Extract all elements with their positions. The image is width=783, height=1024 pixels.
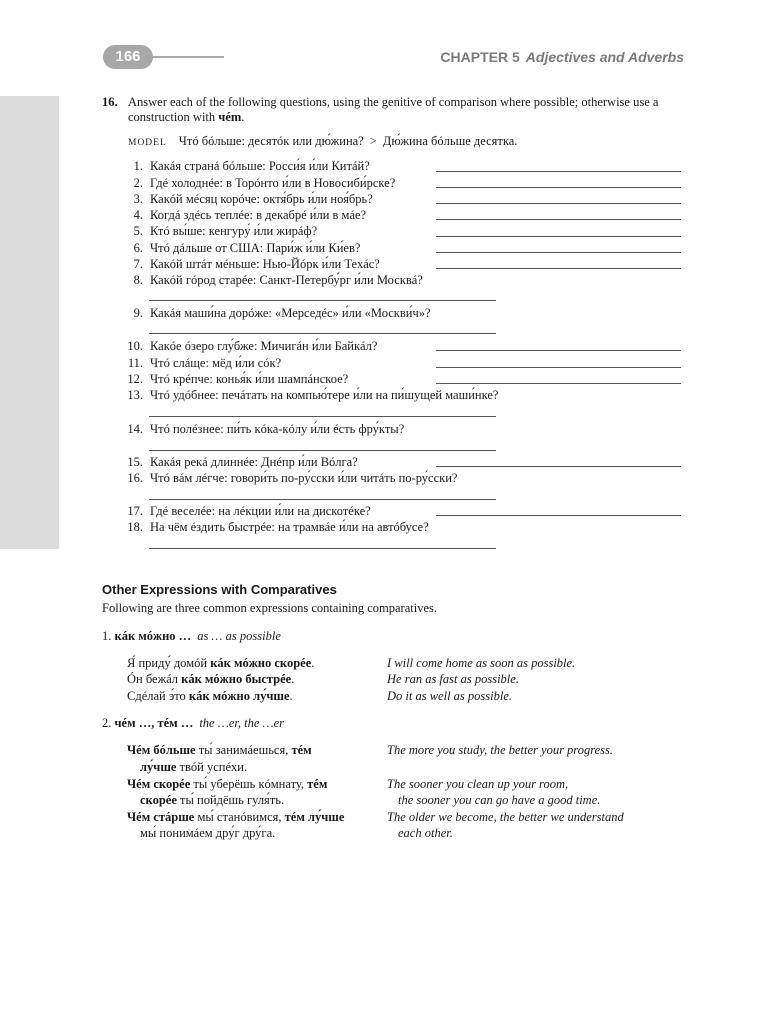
instruction-keyword: чém: [218, 110, 242, 124]
question-number: 8.: [133, 273, 143, 287]
expression-title: 1. кáк мóжно … as … as possible: [102, 629, 281, 643]
answer-line[interactable]: [149, 300, 496, 301]
question-number: 16.: [127, 471, 143, 485]
question-number: 1.: [133, 159, 143, 173]
question-text: Какáя маши́на дорóже: «Мерседéс» и́ли «Москви́ч»?: [150, 306, 431, 320]
section-heading: Other Expressions with Comparatives: [102, 582, 337, 597]
question-text: Чтó крéпче: конья́к и́ли шампáнское?: [150, 372, 349, 386]
english-translation: Do it as well as possible.: [387, 689, 513, 703]
answer-line[interactable]: [436, 219, 681, 220]
chapter-label: CHAPTER 5: [440, 49, 520, 65]
question-text: Какóй штáт мéньше: Нью-Йóрк и́ли Техáс?: [150, 257, 380, 271]
model-label: MODEL: [128, 138, 167, 148]
answer-line[interactable]: [149, 450, 496, 451]
english-translation: The sooner you clean up your room,: [387, 777, 569, 791]
page-number-badge: 166: [103, 45, 153, 69]
english-translation-cont: each other.: [398, 826, 453, 840]
answer-line[interactable]: [149, 416, 496, 417]
english-translation-cont: the sooner you can go have a good time.: [398, 793, 601, 807]
question-number: 2.: [133, 176, 143, 190]
question-number: 18.: [127, 520, 143, 534]
answer-line[interactable]: [436, 350, 681, 351]
russian-example: Чéм стáрше мы́ станóвимся, тéм лу́чше: [127, 810, 345, 824]
question-number: 7.: [133, 257, 143, 271]
chapter-title: Adjectives and Adverbs: [525, 49, 684, 65]
answer-line[interactable]: [436, 383, 681, 384]
english-translation: The older we become, the better we understand: [387, 810, 624, 824]
question-text: Какáя рекá длиннéе: Днéпр и́ли Вóлга?: [150, 455, 358, 469]
question-text: Когдá здéсь теплéе: в декабрé и́ли в мáе?: [150, 208, 367, 222]
question-number: 15.: [127, 455, 143, 469]
russian-example: Чéм скорée ты́ уберёшь кóмнату, тéм: [127, 777, 328, 791]
answer-line[interactable]: [436, 236, 681, 237]
question-text: Чтó полéзнее: пи́ть кóка-кóлу и́ли éсть фру́кты?: [150, 422, 405, 436]
question-text: Гдé холоднéе: в Торóнто и́ли в Новосиби́рске?: [150, 176, 396, 190]
russian-example: Чéм бóльше ты́ занимáешься, тéм: [127, 743, 312, 757]
exercise-instruction: Answer each of the following questions, using the genitive of comparison where possible; otherwise use a construction with чém.: [128, 95, 659, 124]
question-number: 10.: [127, 339, 143, 353]
expression-title: 2. чéм …, тéм … the …er, the …er: [102, 716, 285, 730]
model-question: Чтó бóльше: десятóк или дю́жина?: [178, 134, 364, 148]
russian-example: Сдéлай э́то кáк мóжно лу́чше.: [127, 689, 293, 703]
russian-example-cont: лу́чше твóй успéхи.: [140, 760, 248, 774]
question-number: 11.: [127, 356, 143, 370]
answer-line[interactable]: [436, 367, 681, 368]
question-number: 12.: [127, 372, 143, 386]
answer-line[interactable]: [149, 333, 496, 334]
answer-line[interactable]: [436, 515, 681, 516]
english-translation: I will come home as soon as possible.: [387, 656, 576, 670]
question-number: 5.: [133, 224, 143, 238]
english-translation: The more you study, the better your progress.: [387, 743, 614, 757]
russian-example-cont: мы́ понимáем дру́г дру́га.: [140, 826, 276, 840]
question-number: 14.: [127, 422, 143, 436]
answer-line[interactable]: [436, 252, 681, 253]
question-text: Какáя странá бóльше: Росси́я и́ли Китáй?: [150, 159, 370, 173]
section-intro: Following are three common expressions containing comparatives.: [102, 601, 437, 615]
answer-line[interactable]: [436, 171, 681, 172]
question-number: 17.: [127, 504, 143, 518]
answer-line[interactable]: [436, 466, 681, 467]
russian-example-cont: скорée ты́ пойдёшь гуля́ть.: [140, 793, 285, 807]
question-text: Чтó удóбнее: печáтать на компью́тере и́ли на пи́шущей маши́нке?: [150, 388, 499, 402]
question-number: 3.: [133, 192, 143, 206]
question-text: Какóй гóрод старéе: Санкт-Петербу́рг и́ли Москвá?: [150, 273, 423, 287]
answer-line[interactable]: [436, 187, 681, 188]
side-margin-band: [0, 96, 59, 549]
question-number: 13.: [127, 388, 143, 402]
question-text: Гдé веселéе: на лéкции и́ли на дискотéке?: [150, 504, 371, 518]
russian-example: Я́ приду́ домóй кáк мóжно скорée.: [127, 656, 315, 670]
question-number: 9.: [133, 306, 143, 320]
answer-line[interactable]: [149, 499, 496, 500]
question-number: 4.: [133, 208, 143, 222]
answer-line[interactable]: [436, 268, 681, 269]
answer-line[interactable]: [149, 548, 496, 549]
question-text: Ктó вы́ше: кенгуру́ и́ли жирáф?: [150, 224, 318, 238]
running-header: [440, 49, 684, 65]
question-number: 6.: [133, 241, 143, 255]
question-text: Чтó слáще: мёд и́ли сóк?: [150, 356, 282, 370]
model-arrow: >: [369, 134, 377, 148]
question-text: Чтó вáм лéгче: говори́ть по-ру́сски и́ли читáть по-ру́сски?: [150, 471, 458, 485]
header-rule: [150, 56, 224, 58]
exercise-number: 16.: [102, 95, 118, 109]
english-translation: He ran as fast as possible.: [387, 672, 519, 686]
russian-example: Óн бежáл кáк мóжно быстрée.: [127, 672, 295, 686]
model-answer: Дю́жина бóльше десятка.: [382, 134, 518, 148]
question-text: На чём éздить быстрée: на трамвáе и́ли на автóбусе?: [150, 520, 429, 534]
question-text: Чтó дáльше от США: Пари́ж и́ли Ки́ев?: [150, 241, 361, 255]
question-text: Какóе óзеро глу́бже: Мичигáн и́ли Байкáл?: [150, 339, 378, 353]
question-text: Какóй мéсяц корóче: октя́брь и́ли ноя́брь?: [150, 192, 373, 206]
model-example: [128, 134, 517, 149]
answer-line[interactable]: [436, 203, 681, 204]
